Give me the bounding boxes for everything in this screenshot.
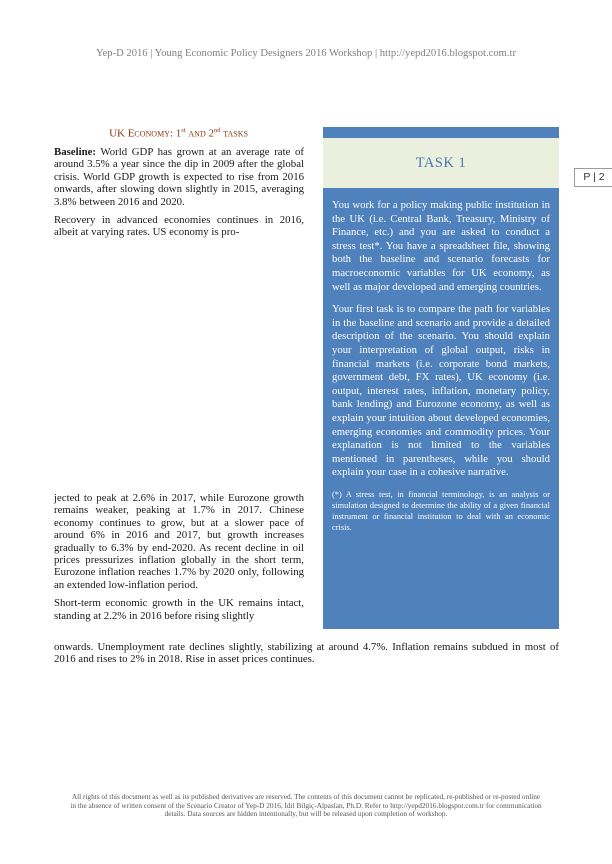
task-paragraph-2: Your first task is to compare the path for variables in the baseline and scenario and provide a detailed description of the scenario. You should explain your interpretation of global output, risks in financial markets (i.e. corporate bond markets, government debt, FX rates), UK economy (i.e. output, interest rates, inflation, monetary policy, bank lending) and Eurozone economy, as well as explain your intuition about developed economies, emerging economies and commodity prices. Your explanation is not limited to the variables mentioned in parentheses, while you should explain your case in a cohesive narrative. (332, 303, 550, 479)
copyright-footer: All rights of this document as well as its published derivatives are reserved. The contents of this document cannot be replicated, re-published or re-posted online in the absence of written consent of the Scenario Creator of Yep-D 2016, İdil Bilgiç-Alpaslan, Ph.D. Refer to http://yepd2016.blogspot.com.tr for communication details. Data sources are hidden intentionally, but will be released upon completion of workshop. (70, 792, 542, 819)
recovery-paragraph: Recovery in advanced economies continues in 2016, albeit at varying rates. US economy is pro- (54, 214, 304, 239)
section-title-sup2: nd (213, 127, 221, 134)
baseline-label: Baseline: (54, 146, 96, 158)
section-title-main: UK Economy: 1 (109, 127, 182, 140)
left-column-bottom (54, 492, 304, 622)
stress-test-note: (*) A stress test, in financial terminology, is an analysis or simulation designed to determine the ability of a given financial instrument or financial institution to deal with an economic crisis. (332, 489, 550, 532)
section-title-end: tasks (220, 127, 248, 140)
baseline-paragraph (54, 146, 304, 208)
left-column-top (54, 146, 304, 245)
baseline-text: World GDP has grown at an average rate of around 3.5% a year since the dip in 2009 after the global crisis. World GDP growth is expected to rise from 2016 onwards, after slowing down slightly in 2015, averaging 3.8% between 2016 and 2020. (54, 146, 304, 208)
page-number: P | 2 (574, 168, 612, 187)
wide-paragraph: onwards. Unemployment rate declines slightly, stabilizing at around 4.7%. Inflation remains subdued in most of 2016 and rises to 2% in 2018. Rise in asset prices continues. (54, 641, 559, 666)
page-header: Yep-D 2016 | Young Economic Policy Designers 2016 Workshop | http://yepd2016.blogspot.com.tr (96, 48, 516, 59)
task-paragraph-1: You work for a policy making public institution in the UK (i.e. Central Bank, Treasury, Ministry of Finance, etc.) and you are asked to conduct a stress test*. You have a spreadsheet file, showing both the baseline and scenario forecasts for macroeconomic variables for UK economy, as well as major developed and emerging countries. (332, 199, 550, 293)
section-title-mid: and 2 (185, 127, 214, 140)
task-box (323, 127, 559, 629)
continued-paragraph: jected to peak at 2.6% in 2017, while Eurozone growth remains weaker, peaking at 1.7% in 2017. Chinese economy continues to grow, but at a slower pace of around 6% in 2016 and 2017, but growth increases gradually to 6.3% by end-2020. As recent decline in oil prices pressurizes inflation globally in the short term, Eurozone inflation reaches 1.7% by 2020 only, following an extended low-inflation period. (54, 492, 304, 591)
task-content (332, 199, 550, 542)
task-title: TASK 1 (415, 155, 467, 171)
section-title (54, 127, 303, 140)
section-title-sup1: st (181, 127, 186, 134)
short-term-paragraph: Short-term economic growth in the UK remains intact, standing at 2.2% in 2016 before rising slightly (54, 597, 304, 622)
